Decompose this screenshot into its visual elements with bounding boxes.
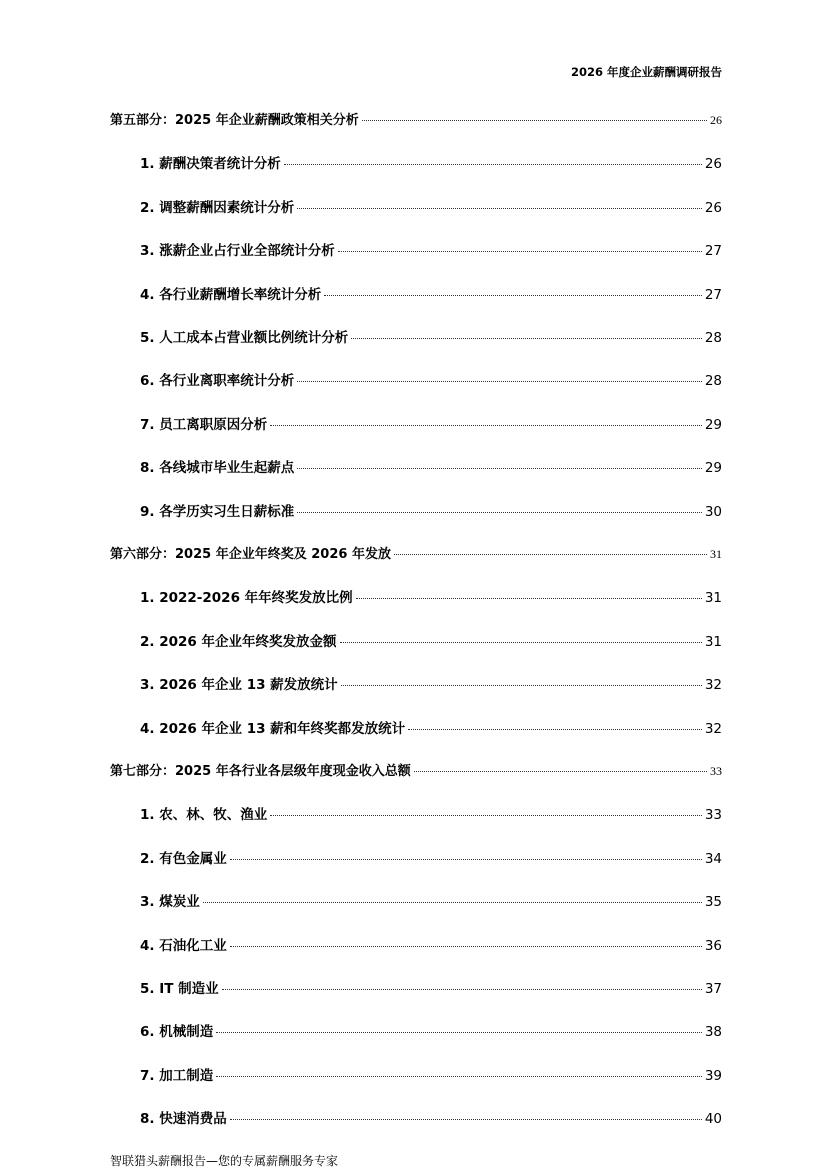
dot-leader bbox=[230, 945, 702, 947]
toc-item-entry[interactable] bbox=[140, 890, 722, 910]
dot-leader bbox=[351, 337, 702, 339]
toc-item-entry[interactable] bbox=[140, 326, 722, 346]
toc-entry-title: 1. 农、林、牧、渔业 bbox=[140, 807, 268, 824]
toc-entry-page-number: 29 bbox=[704, 416, 722, 433]
toc-entry-page-number: 28 bbox=[704, 373, 722, 390]
dot-leader bbox=[270, 424, 702, 426]
toc-entry-title: 4. 各行业薪酬增长率统计分析 bbox=[140, 286, 322, 303]
toc-entry-title: 6. 机械制造 bbox=[140, 1024, 214, 1041]
dot-leader bbox=[230, 858, 702, 860]
toc-entry-title: 4. 石油化工业 bbox=[140, 937, 227, 954]
toc-entry-page-number: 33 bbox=[704, 807, 722, 824]
toc-entry-page-number: 33 bbox=[710, 764, 722, 778]
toc-entry-page-number: 26 bbox=[704, 199, 722, 216]
running-header: 2026 年度企业薪酬调研报告 bbox=[570, 65, 722, 79]
toc-entry-title: 4. 2026 年企业 13 薪和年终奖都发放统计 bbox=[140, 720, 406, 737]
toc-entry-page-number: 27 bbox=[704, 243, 722, 260]
toc-section-entry[interactable] bbox=[110, 543, 722, 562]
dot-leader bbox=[203, 901, 702, 903]
toc-item-entry[interactable] bbox=[140, 1064, 722, 1084]
toc-item-entry[interactable] bbox=[140, 803, 722, 823]
dot-leader bbox=[297, 380, 702, 382]
toc-item-entry[interactable] bbox=[140, 369, 722, 389]
toc-entry-title: 9. 各学历实习生日薪标准 bbox=[140, 503, 295, 520]
toc-entry-title: 3. 2026 年企业 13 薪发放统计 bbox=[140, 677, 338, 694]
dot-leader bbox=[414, 770, 707, 772]
dot-leader bbox=[356, 597, 702, 599]
toc-entry-title: 第七部分：2025 年各行业各层级年度现金收入总额 bbox=[110, 764, 411, 779]
toc-entry-title: 2. 2026 年企业年终奖发放金额 bbox=[140, 633, 337, 650]
dot-leader bbox=[340, 641, 702, 643]
toc-item-entry[interactable] bbox=[140, 977, 722, 997]
toc-section-entry[interactable] bbox=[110, 760, 722, 779]
toc-entry-title: 2. 调整薪酬因素统计分析 bbox=[140, 199, 295, 216]
toc-item-entry[interactable] bbox=[140, 413, 722, 433]
toc-entry-title: 8. 各线城市毕业生起薪点 bbox=[140, 460, 295, 477]
toc-entry-title: 第六部分：2025 年企业年终奖及 2026 年发放 bbox=[110, 547, 391, 562]
toc-item-entry[interactable] bbox=[140, 847, 722, 867]
toc-item-entry[interactable] bbox=[140, 630, 722, 650]
running-footer: 智联猎头薪酬报告—您的专属薪酬服务专家 bbox=[110, 1154, 339, 1168]
toc-entry-page-number: 36 bbox=[704, 937, 722, 954]
dot-leader bbox=[338, 250, 702, 252]
toc-entry-title: 6. 各行业离职率统计分析 bbox=[140, 373, 295, 390]
toc-item-entry[interactable] bbox=[140, 1107, 722, 1127]
toc-entry-title: 8. 快速消费品 bbox=[140, 1111, 227, 1128]
toc-item-entry[interactable] bbox=[140, 673, 722, 693]
toc-entry-page-number: 27 bbox=[704, 286, 722, 303]
toc-entry-page-number: 26 bbox=[710, 113, 722, 127]
dot-leader bbox=[362, 119, 707, 121]
dot-leader bbox=[297, 207, 702, 209]
toc-entry-page-number: 32 bbox=[704, 677, 722, 694]
toc-entry-title: 2. 有色金属业 bbox=[140, 850, 227, 867]
toc-entry-page-number: 30 bbox=[704, 503, 722, 520]
toc-item-entry[interactable] bbox=[140, 500, 722, 520]
toc-entry-page-number: 34 bbox=[704, 850, 722, 867]
toc-entry-title: 7. 员工离职原因分析 bbox=[140, 416, 268, 433]
toc-entry-title: 1. 2022-2026 年年终奖发放比例 bbox=[140, 590, 353, 607]
toc-entry-page-number: 31 bbox=[704, 590, 722, 607]
dot-leader bbox=[394, 553, 707, 555]
toc-item-entry[interactable] bbox=[140, 1020, 722, 1040]
dot-leader bbox=[216, 1031, 702, 1033]
dot-leader bbox=[408, 728, 702, 730]
toc-entry-page-number: 32 bbox=[704, 720, 722, 737]
toc-entry-page-number: 40 bbox=[704, 1111, 722, 1128]
toc-item-entry[interactable] bbox=[140, 196, 722, 216]
toc-entry-title: 3. 涨薪企业占行业全部统计分析 bbox=[140, 243, 335, 260]
toc-entry-title: 7. 加工制造 bbox=[140, 1067, 214, 1084]
dot-leader bbox=[341, 684, 702, 686]
toc-section-entry[interactable] bbox=[110, 109, 722, 128]
toc-entry-title: 3. 煤炭业 bbox=[140, 894, 200, 911]
dot-leader bbox=[270, 814, 702, 816]
toc-item-entry[interactable] bbox=[140, 283, 722, 303]
toc-entry-page-number: 35 bbox=[704, 894, 722, 911]
toc-entry-page-number: 31 bbox=[704, 633, 722, 650]
toc-entry-page-number: 39 bbox=[704, 1067, 722, 1084]
toc-item-entry[interactable] bbox=[140, 717, 722, 737]
dot-leader bbox=[297, 511, 702, 513]
toc-item-entry[interactable] bbox=[140, 586, 722, 606]
dot-leader bbox=[216, 1075, 702, 1077]
toc-entry-title: 5. IT 制造业 bbox=[140, 981, 219, 997]
dot-leader bbox=[297, 467, 702, 469]
toc-entry-page-number: 29 bbox=[704, 460, 722, 477]
dot-leader bbox=[284, 163, 702, 165]
dot-leader bbox=[230, 1118, 702, 1120]
toc-entry-page-number: 26 bbox=[704, 156, 722, 173]
toc-entry-page-number: 38 bbox=[704, 1024, 722, 1041]
toc-entry-page-number: 28 bbox=[704, 330, 722, 346]
dot-leader bbox=[222, 988, 702, 990]
toc-entry-page-number: 31 bbox=[710, 547, 722, 561]
toc-item-entry[interactable] bbox=[140, 456, 722, 476]
toc-entry-title: 第五部分：2025 年企业薪酬政策相关分析 bbox=[110, 113, 359, 128]
toc-entry-title: 1. 薪酬决策者统计分析 bbox=[140, 156, 281, 173]
toc-item-entry[interactable] bbox=[140, 152, 722, 172]
toc-item-entry[interactable] bbox=[140, 934, 722, 954]
toc-entry-page-number: 37 bbox=[704, 981, 722, 997]
dot-leader bbox=[324, 294, 702, 296]
toc-item-entry[interactable] bbox=[140, 239, 722, 259]
toc-entry-title: 5. 人工成本占营业额比例统计分析 bbox=[140, 330, 349, 346]
